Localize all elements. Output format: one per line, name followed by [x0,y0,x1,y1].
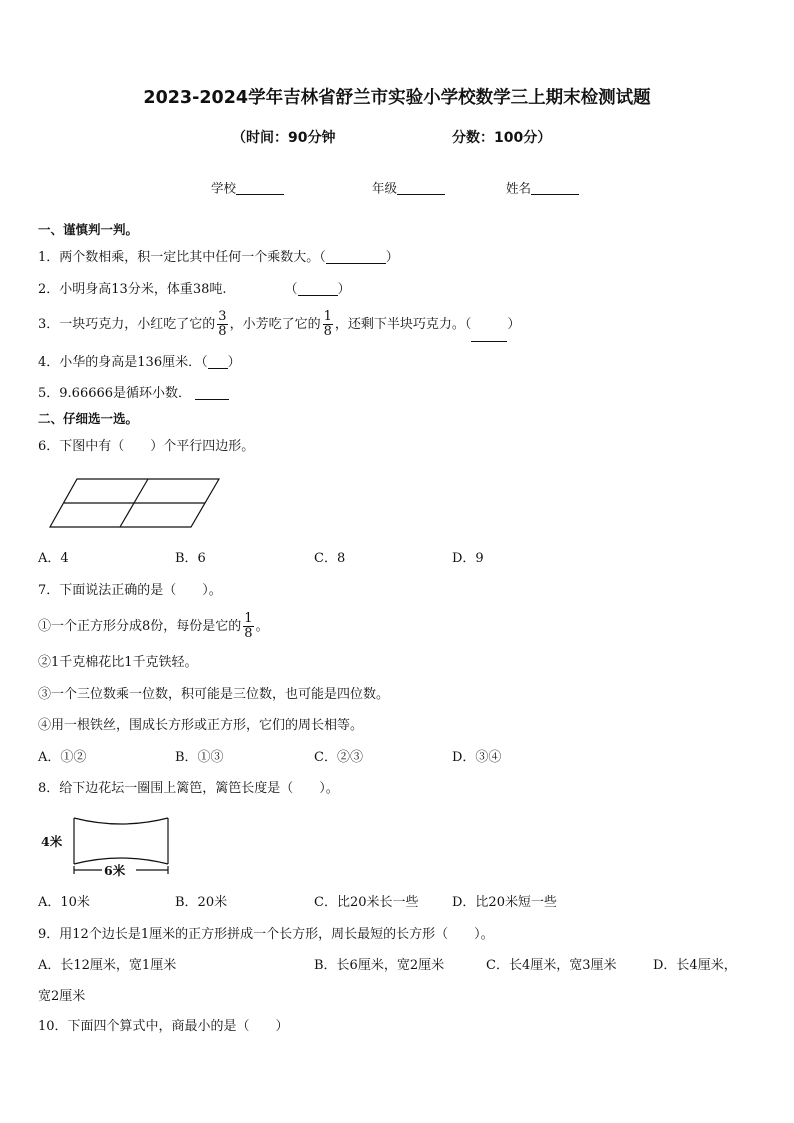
side-label: 4米 [41,834,63,849]
question-5-text: 5．9.66666是循环小数． [38,386,192,401]
fraction-3-8 [217,310,227,338]
bracket-close: ） [507,317,521,332]
name-label: 姓名 [506,180,532,196]
q8-option-d[interactable]: D．比20米短一些 [452,895,557,910]
q6-option-a[interactable]: A．4 [38,551,69,566]
question-4 [38,356,241,369]
question-3-text-b: ，小芳吃了它的 [229,317,321,332]
q7-option-b[interactable]: B．①③ [175,750,224,765]
question-6: 6．下图中有（ ）个平行四边形。 [38,439,255,454]
question-3 [38,308,520,342]
grade-label: 年级 [372,180,398,196]
grade-blank [397,182,445,195]
q6-option-d[interactable]: D．9 [452,551,484,566]
q7-statement-4: ④用一根铁丝，围成长方形或正方形，它们的周长相等。 [38,718,364,733]
question-5 [38,387,229,400]
question-3-text-c: ，还剩下半块巧克力。（ [334,317,472,332]
flowerbed-figure [40,812,172,882]
q9-option-d-continued: 宽2厘米 [38,989,86,1004]
answer-blank [326,251,386,264]
bracket-open: （ [284,282,298,297]
question-10: 10．下面四个算式中，商最小的是（ ） [38,1019,289,1034]
q7-statement-1 [38,610,269,644]
statement-1-end: 。 [255,619,269,634]
school-field [211,182,284,195]
q7-option-a[interactable]: A．①② [38,750,87,765]
q9-option-c[interactable]: C．长4厘米，宽3厘米 [486,958,617,973]
numerator: 1 [323,309,332,325]
q8-option-c[interactable]: C．比20米长一些 [314,895,419,910]
q8-option-b[interactable]: B．20米 [175,895,228,910]
q6-option-b[interactable]: B．6 [175,551,206,566]
length-label: 6米 [104,863,126,878]
q7-option-c[interactable]: C．②③ [314,750,363,765]
school-blank [236,182,284,195]
q7-statement-2: ②1千克棉花比1千克铁轻。 [38,655,198,670]
exam-time: （时间：90分钟 [232,130,336,146]
denominator: 8 [244,626,253,641]
answer-blank [298,283,338,296]
section-1-heading: 一、谨慎判一判。 [38,222,139,237]
fraction-1-8 [323,310,333,338]
question-7: 7．下面说法正确的是（ ）。 [38,583,222,598]
grade-field [372,182,445,195]
question-3-text-a: 3．一块巧克力，小红吃了它的 [38,317,216,332]
numerator: 1 [244,611,253,627]
question-9: 9．用12个边长是1厘米的正方形拼成一个长方形，周长最短的长方形（ ）。 [38,927,494,942]
bracket-close: ） [385,250,399,265]
question-8: 8．给下边花坛一圈围上篱笆，篱笆长度是（ ）。 [38,781,339,796]
q9-option-b[interactable]: B．长6厘米，宽2厘米 [314,958,445,973]
numerator: 3 [218,309,227,325]
q9-option-d[interactable]: D．长4厘米， [653,958,737,973]
denominator: 8 [218,324,227,339]
question-2-text: 2．小明身高13分米，体重38吨. [38,282,227,297]
q9-option-a[interactable]: A．长12厘米，宽1厘米 [38,958,177,973]
q6-option-c[interactable]: C．8 [314,551,346,566]
denominator: 8 [323,324,332,339]
bracket-close: ） [227,355,241,370]
question-1-text: 1．两个数相乘，积一定比其中任何一个乘数大。（ [38,250,326,265]
q8-option-a[interactable]: A．10米 [38,895,90,910]
top-curve [74,818,168,824]
answer-blank [208,356,228,369]
q7-option-d[interactable]: D．③④ [452,750,502,765]
name-blank [531,182,579,195]
question-1 [38,251,399,264]
page-title: 2023-2024学年吉林省舒兰市实验小学校数学三上期末检测试题 [143,88,651,108]
name-field [506,182,579,195]
q7-statement-3: ③一个三位数乘一位数，积可能是三位数，也可能是四位数。 [38,687,390,702]
statement-1-text: ①一个正方形分成8份，每份是它的 [38,619,242,634]
school-label: 学校 [211,180,237,196]
exam-score: 分数：100分） [452,130,552,146]
fraction-1-8 [243,612,253,640]
question-2 [38,283,351,296]
bracket-close: ） [337,282,351,297]
section-2-heading: 二、仔细选一选。 [38,411,139,426]
answer-blank [195,387,229,400]
question-4-text: 4．小华的身高是136厘米．（ [38,355,208,370]
answer-blank [471,329,507,342]
parallelogram-figure [48,475,224,531]
